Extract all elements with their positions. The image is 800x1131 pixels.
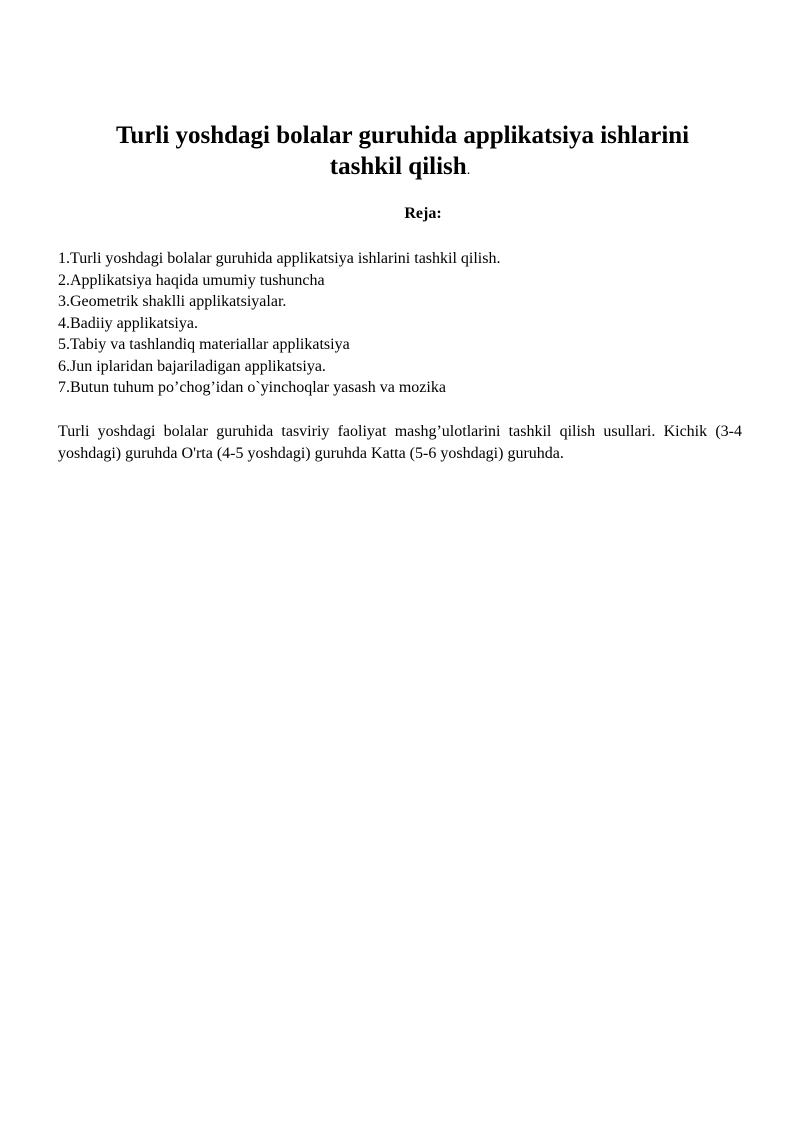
document-title — [60, 120, 740, 186]
title-line-2 — [60, 151, 740, 186]
title-line-2-text: tashkil qilish — [329, 153, 467, 180]
plan-item: 4.Badiiy applikatsiya. — [58, 314, 198, 332]
plan-heading: Reja: — [404, 205, 442, 222]
title-line-1: Turli yoshdagi bolalar guruhida applikatsiya ishlarini — [116, 122, 690, 149]
title-trailing-dot: . — [466, 163, 471, 178]
plan-item: 6.Jun iplaridan bajariladigan applikatsiya. — [58, 357, 326, 375]
plan-item: 1.Turli yoshdagi bolalar guruhida applikatsiya ishlarini tashkil qilish. — [58, 250, 501, 267]
body-paragraph: Turli yoshdagi bolalar guruhida tasviriy faoliyat mashg’ulotlarini tashkil qilish usullari. Kichik (3-4 yoshdagi) guruhda O'rta (4-5 yoshdagi) guruhda Katta (5-6 yoshdagi) guruhda. — [58, 423, 742, 462]
plan-item: 3.Geometrik shaklli applikatsiyalar. — [58, 293, 287, 310]
plan-item: 7.Butun tuhum po’chog’idan o`yinchoqlar yasash va mozika — [58, 379, 446, 396]
plan-item: 5.Tabiy va tashlandiq materiallar applikatsiya — [58, 336, 350, 353]
plan-item: 2.Applikatsiya haqida umumiy tushuncha — [58, 271, 325, 289]
plan-list — [58, 248, 748, 399]
